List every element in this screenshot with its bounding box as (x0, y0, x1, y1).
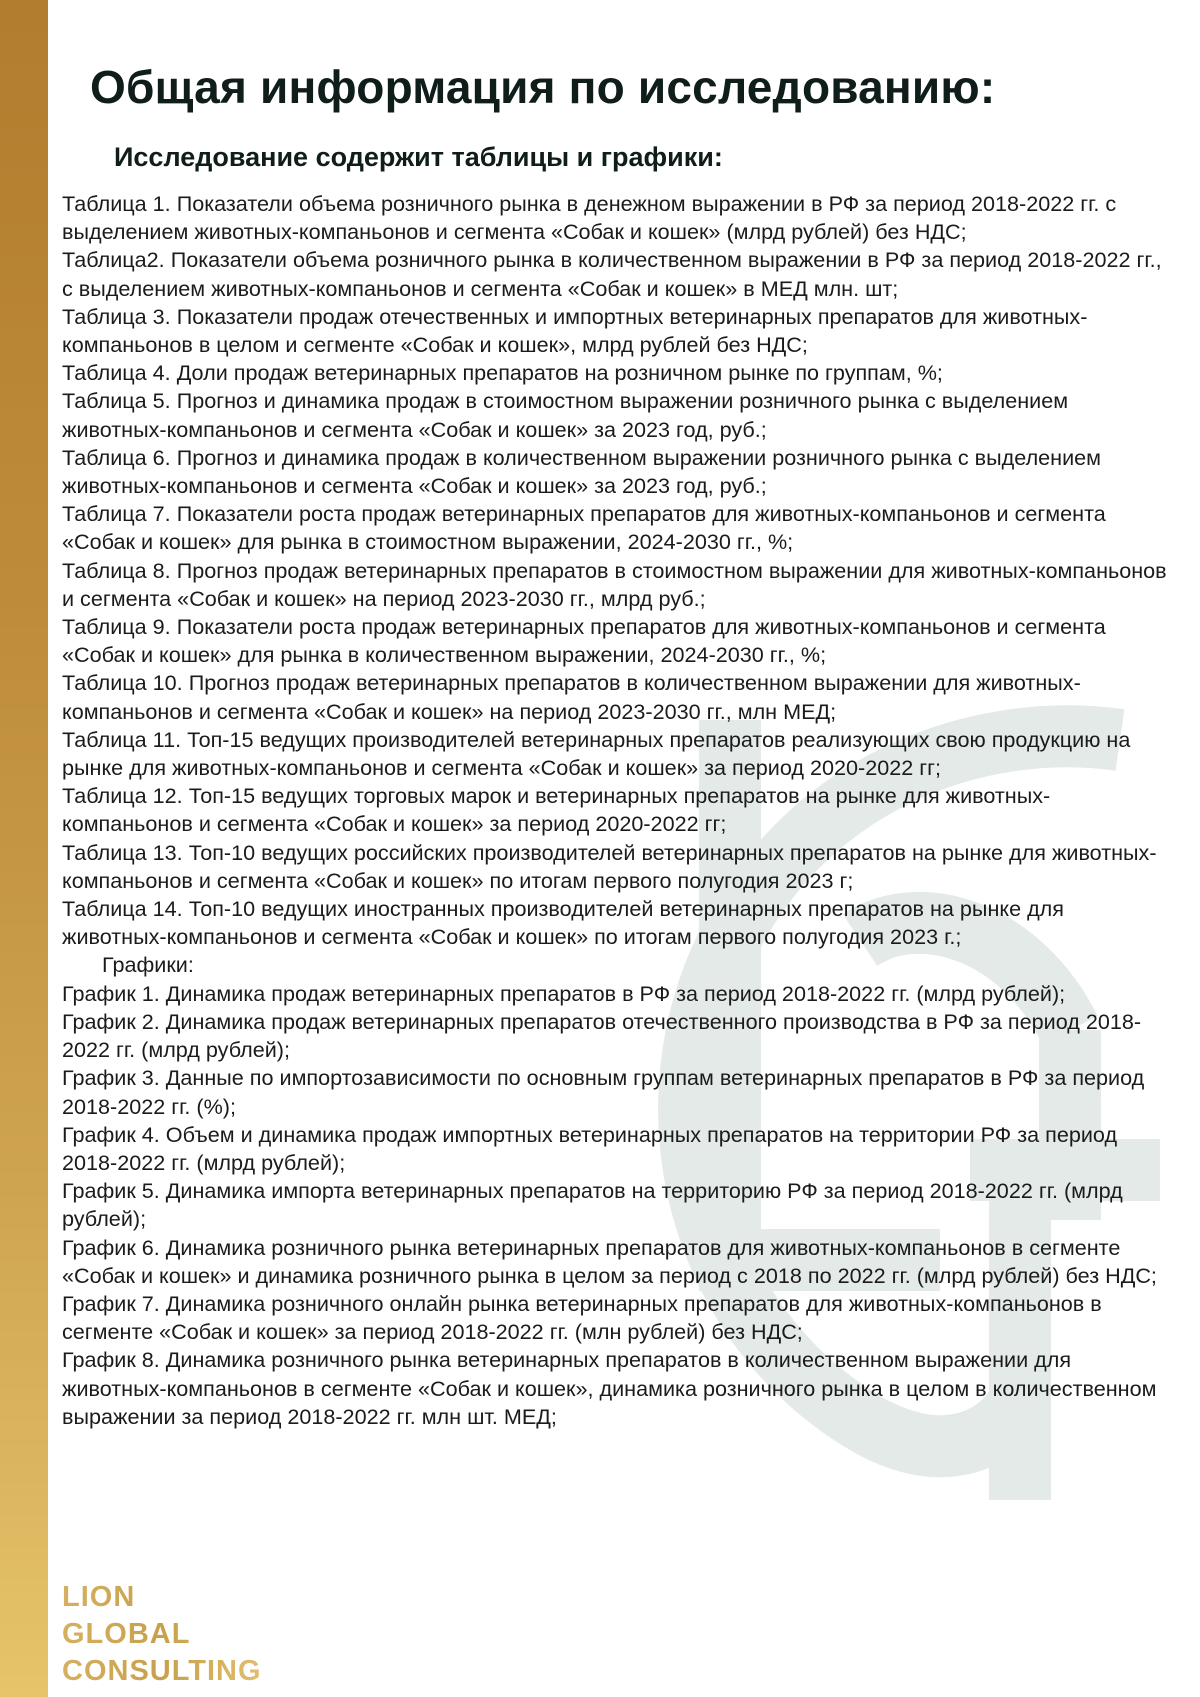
table-description: Показатели роста продаж ветеринарных препаратов для животных-компаньонов и сегмента «Собак и кошек» для рынка в стоимостном выражении, 2024-2030 гг., %; (62, 501, 1106, 555)
chart-entry (62, 1064, 1172, 1120)
table-entry (62, 246, 1172, 302)
chart-label: График 5. (62, 1178, 160, 1204)
chart-description: Объем и динамика продаж импортных ветеринарных препаратов на территории РФ за период 2018-2022 гг. (млрд рублей); (62, 1121, 1118, 1175)
chart-entry (62, 980, 1172, 1008)
table-label: Таблица 13. (62, 839, 183, 865)
table-label: Таблица 12. (62, 783, 183, 809)
table-entry (62, 669, 1172, 725)
chart-description: Динамика розничного рынка ветеринарных препаратов для животных-компаньонов в сегменте «Собак и кошек» и динамика розничного рынка в целом за период с 2018 по 2022 гг. (млрд рублей) без НДС; (62, 1234, 1157, 1288)
chart-label: График 4. (62, 1121, 160, 1147)
table-entry (62, 557, 1172, 613)
contents-list (62, 190, 1172, 1431)
table-label: Таблица 8. (62, 557, 171, 583)
table-description: Прогноз продаж ветеринарных препаратов в стоимостном выражении для животных-компаньонов и сегмента «Собак и кошек» на период 2023-2030 гг., млрд руб.; (62, 557, 1167, 611)
chart-description: Данные по импортозависимости по основным группам ветеринарных препаратов в РФ за период 2018-2022 гг. (%); (62, 1065, 1145, 1119)
charts-section-label: Графики: (102, 952, 194, 978)
table-label: Таблица 7. (62, 501, 171, 527)
table-entry (62, 444, 1172, 500)
chart-entry (62, 1346, 1172, 1431)
chart-label: График 1. (62, 980, 160, 1006)
chart-label: График 6. (62, 1234, 160, 1260)
table-description: Показатели объема розничного рынка в количественном выражении в РФ за период 2018-2022 гг., с выделением животных-компаньонов и сегмента «Собак и кошек» в МЕД млн. шт; (62, 247, 1162, 301)
table-description: Топ-10 ведущих иностранных производителей ветеринарных препаратов на рынке для животных-компаньонов и сегмента «Собак и кошек» по итогам первого полугодия 2023 г.; (62, 896, 1064, 950)
gold-side-bar (0, 0, 48, 1697)
lion-global-consulting-logo (62, 1579, 262, 1690)
page-title: Общая информация по исследованию: (90, 61, 996, 113)
chart-entry (62, 1177, 1172, 1233)
table-description: Прогноз и динамика продаж в количественном выражении розничного рынка с выделением животных-компаньонов и сегмента «Собак и кошек» за 2023 год, руб.; (62, 444, 1102, 499)
logo-line-global: GLOBAL (62, 1618, 191, 1650)
table-label: Таблица 5. (62, 388, 171, 414)
table-description: Показатели роста продаж ветеринарных препаратов для животных-компаньонов и сегмента «Собак и кошек» для рынка в количественном выражении, 2024-2030 гг., %; (62, 614, 1106, 668)
table-label: Таблица 1. (62, 191, 171, 216)
table-label: Таблица 4. (62, 360, 171, 386)
logo-line-lion: LION (62, 1581, 136, 1613)
table-description: Топ-15 ведущих торговых марок и ветеринарных препаратов на рынке для животных-компаньонов и сегмента «Собак и кошек» за период 2020-2022 гг; (62, 783, 1051, 837)
chart-label: График 7. (62, 1290, 160, 1316)
chart-description: Динамика продаж ветеринарных препаратов отечественного производства в РФ за период 2018-2022 гг. (млрд рублей); (62, 1008, 1142, 1063)
table-description: Показатели объема розничного рынка в денежном выражении в РФ за период 2018-2022 гг. с выделением животных-компаньонов и сегмента «Собак и кошек» (млрд рублей) без НДС; (62, 191, 1117, 245)
table-entry (62, 190, 1172, 246)
chart-description: Динамика розничного онлайн рынка ветеринарных препаратов для животных-компаньонов в сегменте «Собак и кошек» за период 2018-2022 гг. (млн рублей) без НДС; (62, 1290, 1102, 1345)
table-entry (62, 303, 1172, 359)
chart-entry (62, 1121, 1172, 1177)
table-label: Таблица 14. (62, 896, 183, 922)
table-label: Таблица2. (62, 247, 165, 273)
table-label: Таблица 11. (62, 726, 182, 752)
section-subtitle: Исследование содержит таблицы и графики: (114, 142, 723, 172)
logo-line-consulting: CONSULTING (62, 1655, 262, 1687)
chart-description: Динамика розничного рынка ветеринарных препаратов в количественном выражении для животных-компаньонов в сегменте «Собак и кошек», динамика розничного рынка в целом в количественном выражении за период 2018-2022 гг. млн шт. МЕД; (62, 1347, 1157, 1429)
table-description: Топ-10 ведущих российских производителей ветеринарных препаратов на рынке для животных-компаньонов и сегмента «Собак и кошек» по итогам первого полугодия 2023 г; (62, 839, 1157, 893)
table-description: Топ-15 ведущих производителей ветеринарных препаратов реализующих свою продукцию на рынке для животных-компаньонов и сегмента «Собак и кошек» за период 2020-2022 гг; (62, 726, 1131, 781)
table-description: Прогноз и динамика продаж в стоимостном выражении розничного рынка с выделением животных-компаньонов и сегмента «Собак и кошек» за 2023 год, руб.; (62, 388, 1069, 442)
chart-label: График 8. (62, 1347, 160, 1373)
table-entry (62, 782, 1172, 838)
chart-description: Динамика продаж ветеринарных препаратов в РФ за период 2018-2022 гг. (млрд рублей); (165, 980, 1066, 1006)
table-label: Таблица 9. (62, 614, 171, 640)
table-description: Прогноз продаж ветеринарных препаратов в количественном выражении для животных-компаньонов и сегмента «Собак и кошек» на период 2023-2030 гг., млн МЕД; (62, 670, 1081, 724)
table-entry (62, 726, 1172, 782)
chart-label: График 2. (62, 1008, 160, 1034)
table-label: Таблица 3. (62, 303, 171, 329)
table-label: Таблица 10. (62, 670, 183, 696)
chart-entry (62, 1008, 1172, 1064)
chart-label: График 3. (62, 1065, 160, 1091)
chart-entry (62, 1290, 1172, 1346)
table-label: Таблица 6. (62, 444, 171, 470)
table-description: Доли продаж ветеринарных препаратов на розничном рынке по группам, %; (176, 360, 943, 386)
table-entry (62, 613, 1172, 669)
chart-description: Динамика импорта ветеринарных препаратов на территорию РФ за период 2018-2022 гг. (млрд рублей); (62, 1178, 1123, 1232)
table-entry (62, 895, 1172, 951)
chart-entry (62, 1234, 1172, 1290)
table-entry (62, 387, 1172, 443)
table-description: Показатели продаж отечественных и импортных ветеринарных препаратов для животных-компаньонов в целом и сегменте «Собак и кошек», млрд рублей без НДС; (62, 303, 1088, 358)
table-entry (62, 359, 1172, 387)
table-entry (62, 839, 1172, 895)
table-entry (62, 500, 1172, 556)
